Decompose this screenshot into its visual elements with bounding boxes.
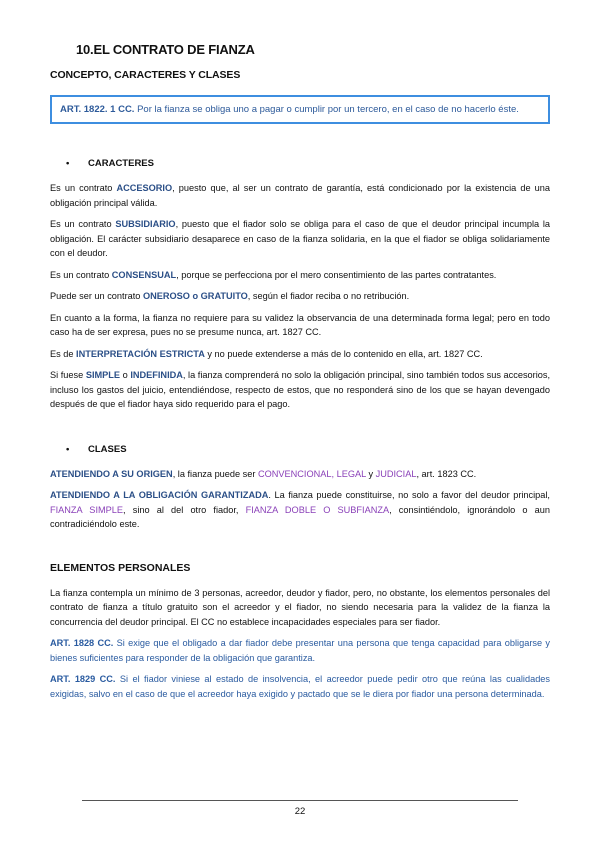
paragraph-subsidiario: Es un contrato SUBSIDIARIO, puesto que el fiador solo se obliga para el caso de que el deudor principal incumpla la obligación. El carácter subsidiario desaparece en caso de la fianza solidaria, en la que el fiador se obliga solidariamente con el deudor. bbox=[50, 219, 550, 258]
paragraph-simple: Si fuese SIMPLE o INDEFINIDA, la fianza comprenderá no solo la obligación principal, sino también todos sus accesorios, incluso los gastos del juicio, entendiéndose, respecto de estos, que no responderá sino de los que se hayan devengado después de que el fiador haya sido requerido para el pago. bbox=[50, 370, 551, 409]
section-title: CONCEPTO, CARACTERES Y CLASES bbox=[50, 69, 241, 81]
chapter-title: 10.EL CONTRATO DE FIANZA bbox=[76, 42, 255, 57]
paragraph-oneroso: Puede ser un contrato ONEROSO o GRATUITO, según el fiador reciba o no retribución. bbox=[50, 291, 410, 301]
paragraph-interpretacion: Es de INTERPRETACIÓN ESTRICTA y no puede extenderse a más de lo contenido en ella, art. 1827 CC. bbox=[50, 348, 483, 359]
paragraph-elementos: La fianza contempla un mínimo de 3 personas, acreedor, deudor y fiador, pero, no obstante, los elementos personales del contrato de fianza a título gratuito son el acreedor y el fiador, no siendo necesaria para la validez de la fianza la concurrencia del deudor principal. El CC no establece incapacidades especiales para ser fiador. bbox=[50, 587, 550, 627]
paragraph-consensual: Es un contrato CONSENSUAL, porque se perfecciona por el mero consentimiento de las partes contratantes. bbox=[50, 269, 497, 280]
paragraph-accesorio: Es un contrato ACCESORIO, puesto que, al ser un contrato de garantía, está condicionado por la existencia de una obligación principal válida. bbox=[50, 183, 551, 208]
document-page bbox=[50, 38, 550, 701]
elementos-heading: ELEMENTOS PERSONALES bbox=[50, 561, 191, 574]
definition-ref: ART. 1822. 1 CC. bbox=[60, 104, 135, 115]
bullet-icon: • bbox=[66, 443, 70, 455]
page-number: 22 bbox=[294, 806, 306, 817]
paragraph-art1828: ART. 1828 CC. Si exige que el obligado a dar fiador debe presentar una persona que tenga capacidad para obligarse y bienes suficientes para responder de la obligación que garantiza. bbox=[50, 638, 550, 663]
definition-box bbox=[50, 95, 550, 124]
caracteres-heading: • CARACTERES bbox=[66, 158, 154, 169]
paragraph-forma: En cuanto a la forma, la fianza no requiere para su validez la observancia de una determinada forma legal; pero en todo caso ha de ser expresa, pues no se presume nunca, art. 1827 CC. bbox=[50, 312, 550, 337]
footer-divider bbox=[82, 800, 518, 801]
paragraph-obligacion: ATENDIENDO A LA OBLIGACIÓN GARANTIZADA. La fianza puede constituirse, no solo a favor del deudor principal, FIANZA SIMPLE, sino al del otro fiador, FIANZA DOBLE O SUBFIANZA, consintiéndolo, ignorándolo o aun contradiciéndolo este. bbox=[50, 490, 550, 529]
bullet-icon: • bbox=[66, 158, 70, 169]
definition-text: Por la fianza se obliga uno a pagar o cumplir por un tercero, en el caso de no hacerlo éste. bbox=[134, 104, 519, 115]
paragraph-art1829: ART. 1829 CC. Si el fiador viniese al estado de insolvencia, el acreedor puede pedir otro que reúna las cualidades exigidas, salvo en el caso de que el acreedor haya exigido y pactado que se le diera por fiador una persona determinada. bbox=[50, 674, 551, 699]
clases-heading: • CLASES bbox=[66, 443, 127, 455]
paragraph-origen: ATENDIENDO A SU ORIGEN, la fianza puede ser CONVENCIONAL, LEGAL y JUDICIAL, art. 1823 CC. bbox=[50, 468, 477, 479]
